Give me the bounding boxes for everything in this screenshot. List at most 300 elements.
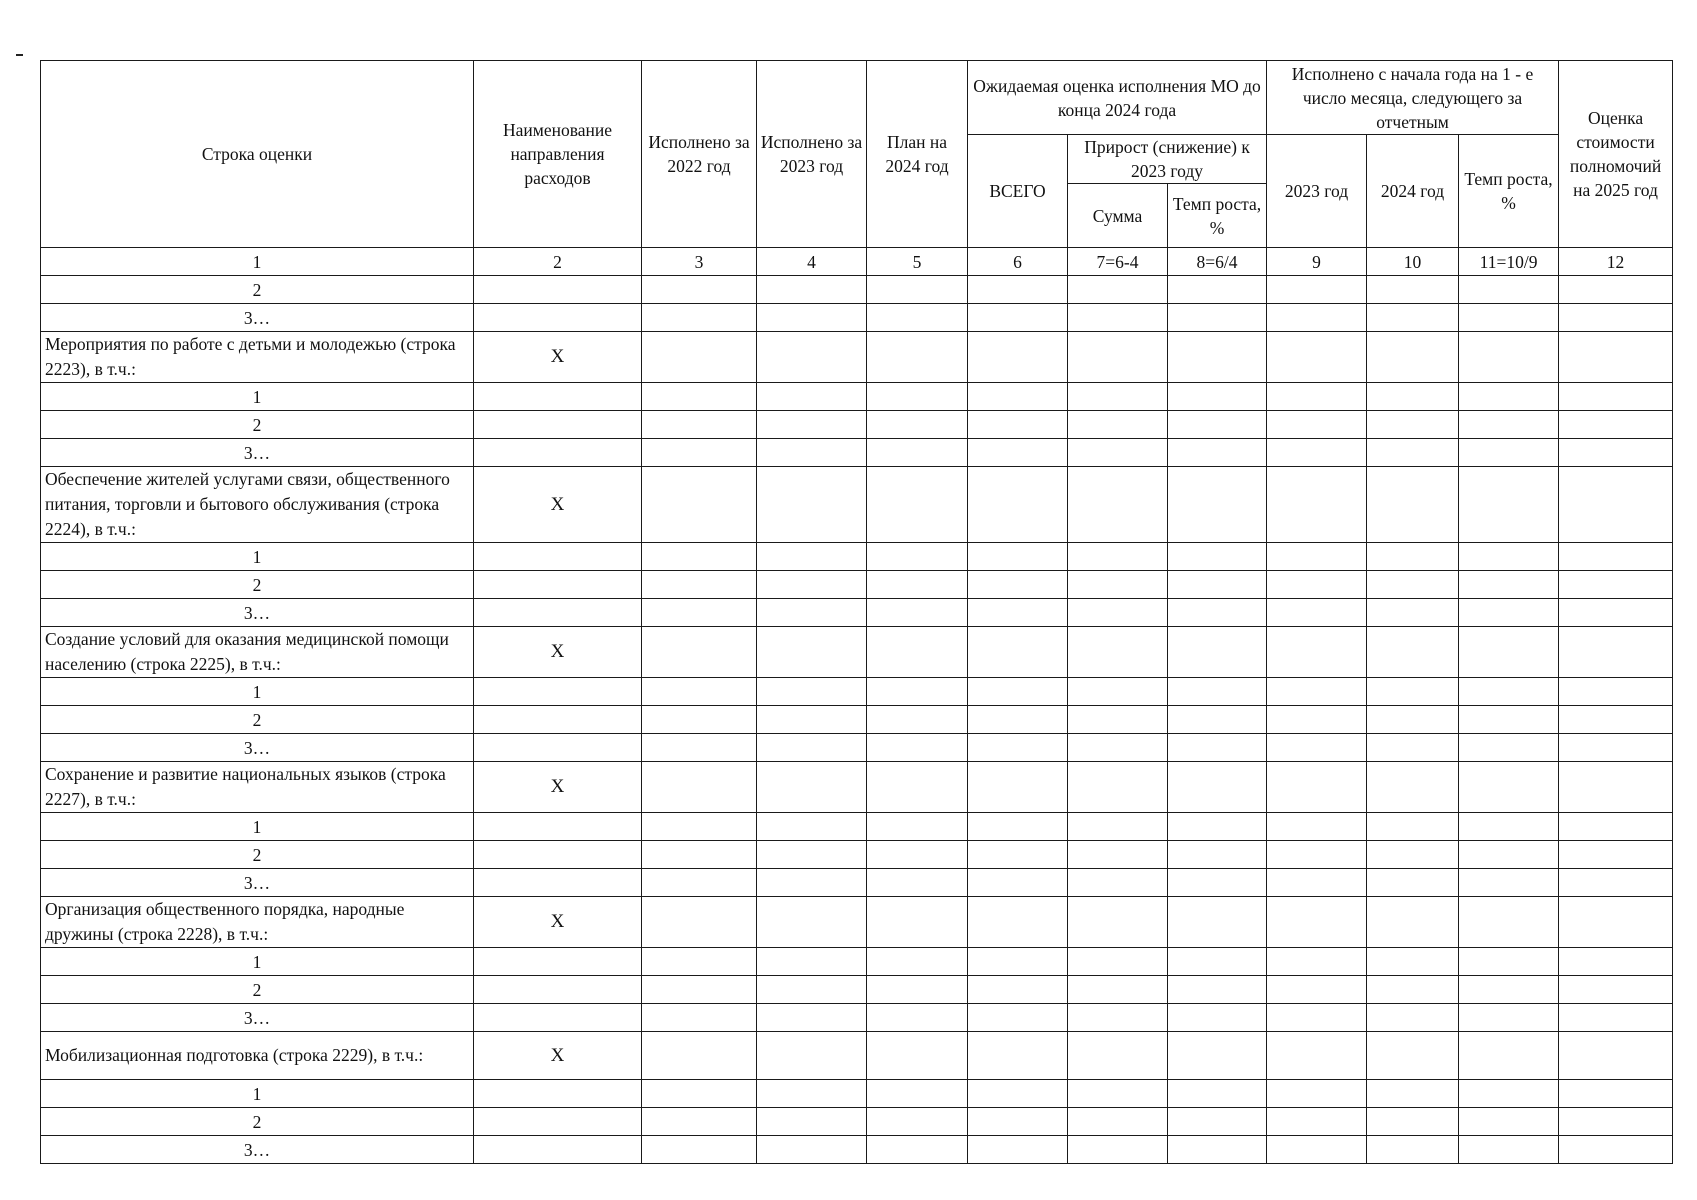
empty-cell [1459, 276, 1559, 304]
table-row [41, 841, 1673, 869]
empty-cell [1267, 571, 1367, 599]
x-mark: X [474, 1032, 642, 1080]
table-row [41, 543, 1673, 571]
sub-row-number: 3… [41, 304, 474, 332]
sub-row-number: 1 [41, 813, 474, 841]
column-number: 9 [1267, 248, 1367, 276]
empty-cell [1068, 439, 1168, 467]
empty-cell [968, 383, 1068, 411]
empty-cell [757, 467, 867, 543]
empty-cell [642, 897, 757, 948]
category-row [41, 1032, 1673, 1080]
empty-cell [1459, 1136, 1559, 1164]
category-row [41, 897, 1673, 948]
empty-cell [867, 734, 968, 762]
empty-cell [1168, 304, 1267, 332]
empty-cell [968, 1108, 1068, 1136]
table-row [41, 276, 1673, 304]
empty-cell [757, 976, 867, 1004]
empty-cell [757, 1136, 867, 1164]
empty-cell [1559, 439, 1673, 467]
empty-cell [1459, 734, 1559, 762]
empty-cell [1068, 411, 1168, 439]
sub-row-number: 3… [41, 439, 474, 467]
category-label: Мероприятия по работе с детьми и молодежью (строка 2223), в т.ч.: [41, 332, 474, 383]
empty-cell [1367, 543, 1459, 571]
column-number: 7=6-4 [1068, 248, 1168, 276]
empty-cell [474, 304, 642, 332]
empty-cell [642, 1108, 757, 1136]
empty-cell [1559, 304, 1673, 332]
empty-cell [1168, 897, 1267, 948]
empty-cell [1367, 869, 1459, 897]
column-number: 2 [474, 248, 642, 276]
empty-cell [968, 304, 1068, 332]
empty-cell [642, 627, 757, 678]
empty-cell [1459, 948, 1559, 976]
empty-cell [867, 439, 968, 467]
empty-cell [1267, 1032, 1367, 1080]
empty-cell [867, 1136, 968, 1164]
empty-cell [968, 411, 1068, 439]
header-expected: Ожидаемая оценка исполнения МО до конца 2024 года [968, 61, 1267, 135]
empty-cell [1459, 678, 1559, 706]
table-row [41, 869, 1673, 897]
empty-cell [642, 948, 757, 976]
sub-row-number: 2 [41, 571, 474, 599]
table-row [41, 383, 1673, 411]
budget-assessment-table [40, 60, 1673, 1164]
empty-cell [1367, 627, 1459, 678]
column-number: 10 [1367, 248, 1459, 276]
empty-cell [1168, 841, 1267, 869]
empty-cell [867, 332, 968, 383]
category-label: Обеспечение жителей услугами связи, общественного питания, торговли и бытового обслуживания (строка 2224), в т.ч.: [41, 467, 474, 543]
empty-cell [757, 1004, 867, 1032]
empty-cell [867, 897, 968, 948]
header-exec-2023: Исполнено за 2023 год [757, 61, 867, 248]
header-rate: Темп роста, % [1168, 184, 1267, 248]
empty-cell [642, 734, 757, 762]
empty-cell [1367, 1080, 1459, 1108]
table-row [41, 571, 1673, 599]
empty-cell [642, 678, 757, 706]
empty-cell [968, 869, 1068, 897]
empty-cell [1267, 276, 1367, 304]
empty-cell [1559, 976, 1673, 1004]
empty-cell [1367, 467, 1459, 543]
header-y2023: 2023 год [1267, 135, 1367, 248]
empty-cell [1459, 411, 1559, 439]
empty-cell [1367, 734, 1459, 762]
empty-cell [757, 762, 867, 813]
sub-row-number: 1 [41, 948, 474, 976]
empty-cell [867, 411, 968, 439]
empty-cell [867, 1032, 968, 1080]
empty-cell [1068, 976, 1168, 1004]
empty-cell [1068, 276, 1168, 304]
table-row [41, 813, 1673, 841]
empty-cell [642, 467, 757, 543]
empty-cell [1559, 627, 1673, 678]
empty-cell [1459, 869, 1559, 897]
empty-cell [1459, 841, 1559, 869]
empty-cell [642, 841, 757, 869]
table-row [41, 1136, 1673, 1164]
empty-cell [1267, 897, 1367, 948]
header-direction: Наименование направления расходов [474, 61, 642, 248]
empty-cell [1168, 762, 1267, 813]
empty-cell [1168, 948, 1267, 976]
margin-dash [16, 54, 23, 56]
empty-cell [867, 1004, 968, 1032]
empty-cell [1168, 869, 1267, 897]
empty-cell [757, 439, 867, 467]
empty-cell [968, 543, 1068, 571]
category-row [41, 467, 1673, 543]
empty-cell [1068, 304, 1168, 332]
empty-cell [1168, 276, 1267, 304]
empty-cell [1367, 383, 1459, 411]
empty-cell [1267, 734, 1367, 762]
empty-cell [1459, 1004, 1559, 1032]
empty-cell [968, 734, 1068, 762]
empty-cell [867, 543, 968, 571]
empty-cell [1559, 1136, 1673, 1164]
table-row [41, 734, 1673, 762]
empty-cell [1168, 706, 1267, 734]
empty-cell [474, 276, 642, 304]
empty-cell [1367, 599, 1459, 627]
empty-cell [474, 706, 642, 734]
empty-cell [474, 976, 642, 1004]
empty-cell [1267, 762, 1367, 813]
empty-cell [757, 1108, 867, 1136]
empty-cell [1068, 813, 1168, 841]
empty-cell [1168, 678, 1267, 706]
empty-cell [1559, 1108, 1673, 1136]
empty-cell [1168, 543, 1267, 571]
category-row [41, 762, 1673, 813]
header-cost-2025: Оценка стоимости полномочий на 2025 год [1559, 61, 1673, 248]
table-row [41, 439, 1673, 467]
empty-cell [1068, 869, 1168, 897]
empty-cell [1267, 841, 1367, 869]
empty-cell [757, 627, 867, 678]
empty-cell [968, 976, 1068, 1004]
empty-cell [642, 599, 757, 627]
empty-cell [1267, 948, 1367, 976]
header-ytd-rate: Темп роста, % [1459, 135, 1559, 248]
empty-cell [968, 678, 1068, 706]
empty-cell [642, 1004, 757, 1032]
empty-cell [474, 571, 642, 599]
empty-cell [757, 841, 867, 869]
sub-row-number: 2 [41, 706, 474, 734]
empty-cell [1168, 467, 1267, 543]
category-label: Мобилизационная подготовка (строка 2229), в т.ч.: [41, 1032, 474, 1080]
header-growth: Прирост (снижение) к 2023 году [1068, 135, 1267, 184]
column-number-row [41, 248, 1673, 276]
empty-cell [867, 813, 968, 841]
empty-cell [1459, 467, 1559, 543]
empty-cell [1559, 276, 1673, 304]
empty-cell [1559, 813, 1673, 841]
empty-cell [1367, 841, 1459, 869]
empty-cell [968, 276, 1068, 304]
table-row [41, 599, 1673, 627]
empty-cell [1559, 411, 1673, 439]
empty-cell [867, 599, 968, 627]
empty-cell [1459, 1080, 1559, 1108]
empty-cell [1367, 304, 1459, 332]
empty-cell [1267, 383, 1367, 411]
column-number: 1 [41, 248, 474, 276]
empty-cell [1168, 571, 1267, 599]
empty-cell [1267, 706, 1367, 734]
empty-cell [867, 869, 968, 897]
sub-row-number: 3… [41, 1004, 474, 1032]
empty-cell [1168, 734, 1267, 762]
empty-cell [474, 599, 642, 627]
sub-row-number: 3… [41, 599, 474, 627]
empty-cell [1559, 869, 1673, 897]
empty-cell [1459, 627, 1559, 678]
empty-cell [1367, 976, 1459, 1004]
empty-cell [642, 976, 757, 1004]
header-exec-2022: Исполнено за 2022 год [642, 61, 757, 248]
x-mark: X [474, 467, 642, 543]
table-row [41, 948, 1673, 976]
empty-cell [1459, 571, 1559, 599]
empty-cell [1267, 1136, 1367, 1164]
empty-cell [968, 467, 1068, 543]
empty-cell [1068, 332, 1168, 383]
empty-cell [1459, 332, 1559, 383]
empty-cell [1068, 1004, 1168, 1032]
empty-cell [757, 276, 867, 304]
empty-cell [968, 627, 1068, 678]
sub-row-number: 3… [41, 869, 474, 897]
empty-cell [1168, 411, 1267, 439]
empty-cell [867, 976, 968, 1004]
empty-cell [757, 411, 867, 439]
empty-cell [1168, 332, 1267, 383]
empty-cell [1459, 599, 1559, 627]
empty-cell [1459, 1032, 1559, 1080]
header-row-1 [41, 61, 1673, 135]
empty-cell [968, 813, 1068, 841]
empty-cell [1459, 1108, 1559, 1136]
empty-cell [1267, 1080, 1367, 1108]
empty-cell [642, 571, 757, 599]
category-row [41, 332, 1673, 383]
empty-cell [1367, 276, 1459, 304]
empty-cell [968, 599, 1068, 627]
table-row [41, 1080, 1673, 1108]
empty-cell [1267, 304, 1367, 332]
empty-cell [1559, 841, 1673, 869]
empty-cell [474, 383, 642, 411]
empty-cell [1068, 571, 1168, 599]
empty-cell [757, 1080, 867, 1108]
table-row [41, 1004, 1673, 1032]
empty-cell [1267, 976, 1367, 1004]
empty-cell [474, 543, 642, 571]
empty-cell [867, 1108, 968, 1136]
empty-cell [757, 1032, 867, 1080]
empty-cell [474, 1136, 642, 1164]
empty-cell [757, 332, 867, 383]
category-label: Сохранение и развитие национальных языков (строка 2227), в т.ч.: [41, 762, 474, 813]
empty-cell [1068, 1032, 1168, 1080]
empty-cell [1168, 1032, 1267, 1080]
sub-row-number: 3… [41, 1136, 474, 1164]
empty-cell [757, 571, 867, 599]
empty-cell [1267, 411, 1367, 439]
empty-cell [1459, 706, 1559, 734]
sub-row-number: 2 [41, 1108, 474, 1136]
empty-cell [1367, 439, 1459, 467]
empty-cell [968, 332, 1068, 383]
table-row [41, 678, 1673, 706]
empty-cell [757, 706, 867, 734]
sub-row-number: 3… [41, 734, 474, 762]
empty-cell [1367, 1032, 1459, 1080]
header-sum: Сумма [1068, 184, 1168, 248]
empty-cell [642, 706, 757, 734]
empty-cell [1459, 439, 1559, 467]
empty-cell [1267, 439, 1367, 467]
empty-cell [1459, 897, 1559, 948]
empty-cell [1068, 762, 1168, 813]
column-number: 8=6/4 [1168, 248, 1267, 276]
table-row [41, 411, 1673, 439]
header-ytd: Исполнено с начала года на 1 - е число месяца, следующего за отчетным [1267, 61, 1559, 135]
empty-cell [1168, 627, 1267, 678]
empty-cell [1068, 1108, 1168, 1136]
column-number: 6 [968, 248, 1068, 276]
empty-cell [1068, 543, 1168, 571]
empty-cell [1068, 948, 1168, 976]
empty-cell [474, 948, 642, 976]
empty-cell [1168, 1136, 1267, 1164]
empty-cell [642, 276, 757, 304]
empty-cell [867, 467, 968, 543]
empty-cell [968, 762, 1068, 813]
column-number: 4 [757, 248, 867, 276]
header-total: ВСЕГО [968, 135, 1068, 248]
empty-cell [474, 1108, 642, 1136]
empty-cell [1367, 897, 1459, 948]
sub-row-number: 1 [41, 1080, 474, 1108]
empty-cell [474, 411, 642, 439]
empty-cell [757, 304, 867, 332]
empty-cell [757, 599, 867, 627]
empty-cell [1267, 1004, 1367, 1032]
empty-cell [867, 1080, 968, 1108]
column-number: 3 [642, 248, 757, 276]
empty-cell [1559, 1080, 1673, 1108]
empty-cell [968, 948, 1068, 976]
empty-cell [1168, 1004, 1267, 1032]
empty-cell [474, 1004, 642, 1032]
empty-cell [968, 897, 1068, 948]
empty-cell [1168, 976, 1267, 1004]
empty-cell [1367, 411, 1459, 439]
empty-cell [1367, 706, 1459, 734]
empty-cell [642, 1080, 757, 1108]
table-row [41, 1108, 1673, 1136]
empty-cell [1168, 383, 1267, 411]
empty-cell [1559, 678, 1673, 706]
empty-cell [1367, 1004, 1459, 1032]
empty-cell [1367, 571, 1459, 599]
empty-cell [474, 841, 642, 869]
category-label: Организация общественного порядка, народные дружины (строка 2228), в т.ч.: [41, 897, 474, 948]
empty-cell [757, 734, 867, 762]
empty-cell [757, 383, 867, 411]
empty-cell [867, 304, 968, 332]
empty-cell [867, 571, 968, 599]
empty-cell [474, 869, 642, 897]
empty-cell [1267, 332, 1367, 383]
sub-row-number: 2 [41, 841, 474, 869]
empty-cell [642, 543, 757, 571]
empty-cell [1068, 706, 1168, 734]
empty-cell [1068, 627, 1168, 678]
empty-cell [1367, 813, 1459, 841]
empty-cell [1459, 976, 1559, 1004]
empty-cell [1068, 1080, 1168, 1108]
empty-cell [1367, 1136, 1459, 1164]
empty-cell [1559, 1032, 1673, 1080]
empty-cell [1068, 897, 1168, 948]
category-label: Создание условий для оказания медицинской помощи населению (строка 2225), в т.ч.: [41, 627, 474, 678]
empty-cell [757, 897, 867, 948]
empty-cell [474, 678, 642, 706]
empty-cell [867, 762, 968, 813]
empty-cell [1168, 1108, 1267, 1136]
empty-cell [1267, 627, 1367, 678]
empty-cell [642, 304, 757, 332]
empty-cell [867, 948, 968, 976]
empty-cell [1559, 467, 1673, 543]
sub-row-number: 1 [41, 678, 474, 706]
empty-cell [1367, 762, 1459, 813]
empty-cell [867, 383, 968, 411]
empty-cell [474, 734, 642, 762]
sub-row-number: 1 [41, 543, 474, 571]
category-row [41, 627, 1673, 678]
sub-row-number: 2 [41, 976, 474, 1004]
empty-cell [1068, 678, 1168, 706]
empty-cell [474, 439, 642, 467]
empty-cell [1068, 841, 1168, 869]
empty-cell [867, 678, 968, 706]
empty-cell [1559, 332, 1673, 383]
empty-cell [1559, 897, 1673, 948]
empty-cell [1459, 543, 1559, 571]
empty-cell [1367, 1108, 1459, 1136]
empty-cell [1559, 1004, 1673, 1032]
empty-cell [1168, 813, 1267, 841]
empty-cell [642, 411, 757, 439]
empty-cell [867, 706, 968, 734]
sub-row-number: 2 [41, 276, 474, 304]
x-mark: X [474, 332, 642, 383]
empty-cell [968, 706, 1068, 734]
